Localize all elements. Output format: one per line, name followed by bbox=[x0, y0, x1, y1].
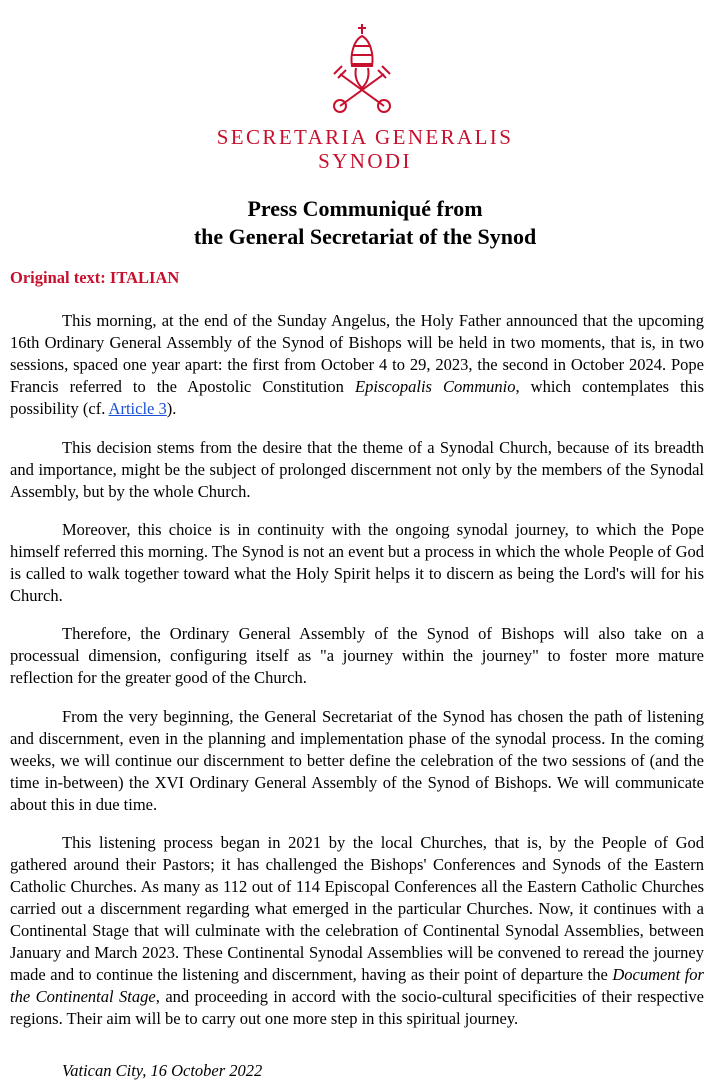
paragraph-3: Moreover, this choice is in continuity with the ongoing synodal journey, to which the Pope himself referred this morning. The Synod is not an event but a process in which the whole People of God is called to walk together toward what the Holy Spirit helps it to discern as being the Lord's will for his Church. bbox=[10, 520, 704, 605]
paragraph-6 bbox=[10, 832, 704, 1030]
paragraph-1-text-d: ). bbox=[166, 399, 177, 418]
org-name-line1: SECRETARIA GENERALIS bbox=[216, 125, 514, 149]
papal-emblem-icon bbox=[330, 22, 394, 118]
paragraph-4: Therefore, the Ordinary General Assembly of the Synod of Bishops will also take on a processual dimension, configuring itself as "a journey within the journey" to foster more mature reflection for the greater good of the Church. bbox=[10, 624, 704, 687]
article-3-link[interactable]: Article 3 bbox=[108, 399, 167, 418]
paragraph-6-text-a: This listening process began in 2021 by the local Churches, that is, by the People of God gathered around their Pastors; it has challenged the Bishops' Conferences and Synods of the Eastern Catholic Churches. As many as 112 out of 114 Episcopal Conferences all the Eastern Catholic Churches carried out a discernment regarding what emerged in the particular Churches. Now, it continues with a Continental Stage that will culminate with the celebration of Continental Synodal Assemblies, between January and March 2023. These Continental Synodal Assemblies will be convened to reread the journey made and to continue the listening and discernment, having as their point of departure the bbox=[10, 833, 704, 984]
paragraph-1-text-a: This morning, at the end of the Sunday Angelus, the Holy Father announced that the upcoming 16th Ordinary General Assembly of the Synod of Bishops will be held in two moments, that is, in two sessions, spaced one year apart: the first from October 4 to 29, 2023, the second in October 2024. Pope Francis referred to the Apostolic Constitution bbox=[10, 311, 704, 396]
dateline-signature: Vatican City, 16 October 2022 bbox=[62, 1061, 263, 1080]
paragraph-6-italic: Document for the Continental Stage bbox=[10, 965, 704, 1006]
page-title-line1: Press Communiqué from bbox=[247, 196, 483, 221]
original-text-label: Original text: ITALIAN bbox=[10, 268, 180, 287]
paragraph-5: From the very beginning, the General Secretariat of the Synod has chosen the path of listening and discernment, even in the planning and implementation phase of the synodal process. In the coming weeks, we will continue our discernment to better define the celebration of the two sessions of (and the time in-between) the XVI Ordinary General Assembly of the Synod of Bishops. We will communicate about this in due time. bbox=[10, 707, 704, 814]
page-title-line2: the General Secretariat of the Synod bbox=[193, 224, 537, 249]
paragraph-6-text-c: , and proceeding in accord with the socio-cultural specificities of their respective regions. Their aim will be to carry out one more step in this spiritual journey. bbox=[10, 987, 705, 1028]
paragraph-1-italic: Episcopalis Communio bbox=[354, 377, 516, 396]
org-name-line2: SYNODI bbox=[318, 149, 412, 173]
paragraph-2: This decision stems from the desire that the theme of a Synodal Church, because of its breadth and importance, might be the subject of prolonged discernment not only by the members of the Synodal Assembly, but by the whole Church. bbox=[10, 438, 704, 501]
paragraph-1 bbox=[10, 310, 704, 420]
paragraph-1-text-c: , which contemplates this possibility (cf. bbox=[10, 377, 704, 418]
